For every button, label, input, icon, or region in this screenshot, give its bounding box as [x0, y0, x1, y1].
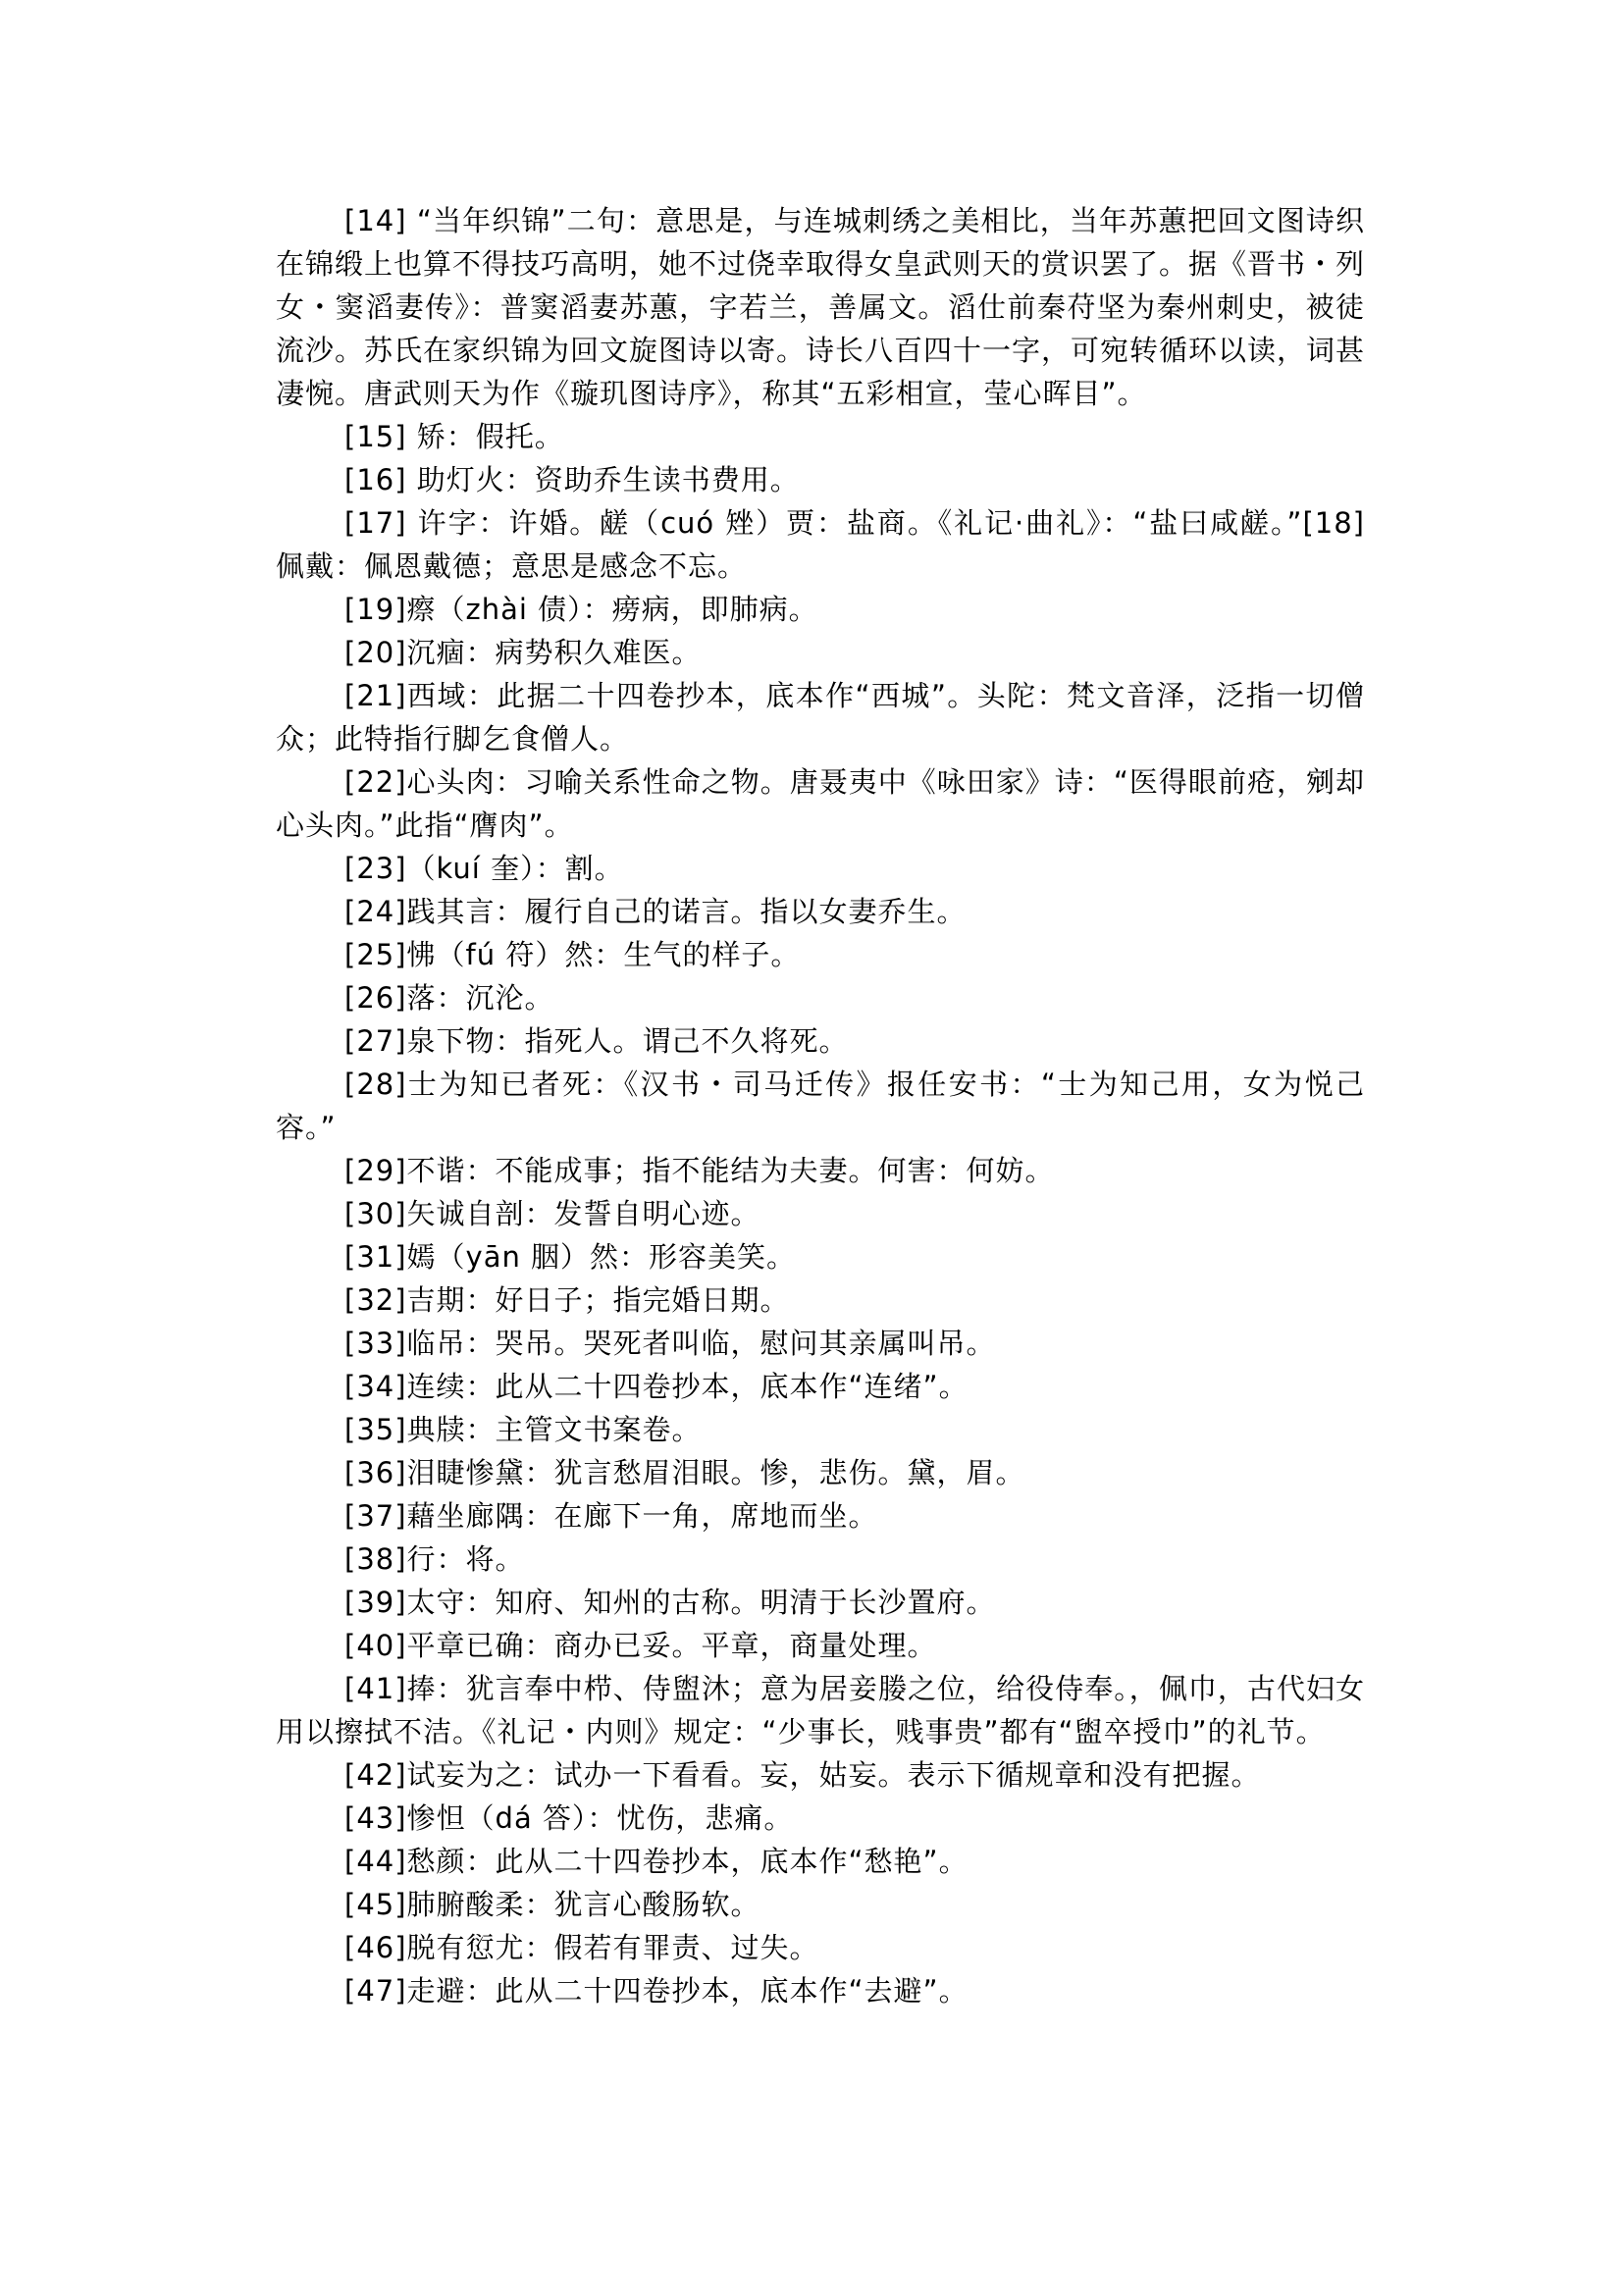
note-46: [46]脱有愆尤：假若有罪责、过失。 [344, 1931, 819, 1964]
note-38: [38]行：将。 [344, 1542, 525, 1576]
note-32: [32]吉期：好日子；指完婚日期。 [344, 1283, 790, 1317]
note-33: [33]临吊：哭吊。哭死者叫临，慰问其亲属叫吊。 [344, 1327, 996, 1360]
note-36: [36]泪睫惨黛：犹言愁眉泪眼。惨，悲伤。黛，眉。 [344, 1456, 1025, 1489]
note-24: [24]践其言：履行自己的诺言。指以女妻乔生。 [344, 895, 967, 928]
note-40: [40]平章已确：商办已妥。平章，商量处理。 [344, 1629, 937, 1662]
note-34: [34]连续：此从二十四卷抄本，底本作“连绪”。 [344, 1370, 969, 1403]
note-42: [42]试妄为之：试办一下看看。妄，姑妄。表示下循规章和没有把握。 [344, 1758, 1261, 1792]
note-37: [37]藉坐廊隅：在廊下一角，席地而坐。 [344, 1499, 878, 1533]
note-47: [47]走避：此从二十四卷抄本，底本作“去避”。 [344, 1974, 969, 2007]
note-23: [23]（kuí 奎）：割。 [344, 852, 624, 885]
note-28: [28]士为知已者死：《汉书・司马迁传》报任安书：“士为知己用，女为悦己容。” [276, 1068, 1365, 1144]
note-19: [19]瘵（zhài 债）：痨病，即肺病。 [344, 593, 818, 626]
note-26: [26]落：沉沦。 [344, 981, 554, 1015]
note-41: [41]捧：犹言奉中栉、侍盥沐；意为居妾媵之位，给役侍奉。，佩巾，古代妇女用以擦拭不洁。《礼记・内则》规定：“少事长，贱事贵”都有“盥卒授巾”的礼节。 [276, 1672, 1365, 1748]
note-35: [35]典牍：主管文书案卷。 [344, 1413, 702, 1446]
note-30: [30]矢诚自剖：发誓自明心迹。 [344, 1197, 760, 1230]
note-21: [21]西域：此据二十四卷抄本，底本作“西城”。头陀：梵文音泽，泛指一切僧众；此特指行脚乞食僧人。 [276, 679, 1365, 756]
note-14: [14] “当年织锦”二句：意思是，与连城刺绣之美相比，当年苏蕙把回文图诗织在锦缎上也算不得技巧高明，她不过侥幸取得女皇武则天的赏识罢了。据《晋书・列女・窦滔妻传》：普窦滔妻苏蕙，字若兰，善属文。滔仕前秦苻坚为秦州刺史，被徒流沙。苏氏在家织锦为回文旋图诗以寄。诗长八百四十一字，可宛转循环以读，词甚凄惋。唐武则天为作《璇玑图诗序》，称其“五彩相宣，莹心晖目”。 [276, 204, 1366, 410]
note-39: [39]太守：知府、知州的古称。明清于长沙置府。 [344, 1586, 996, 1619]
note-31: [31]嫣（yān 胭）然：形容美笑。 [344, 1240, 797, 1274]
note-15: [15] 矫：假托。 [344, 420, 564, 453]
note-25: [25]怫（fú 符）然：生气的样子。 [344, 938, 801, 971]
note-44: [44]愁颜：此从二十四卷抄本，底本作“愁艳”。 [344, 1845, 969, 1878]
note-22: [22]心头肉：习喻关系性命之物。唐聂夷中《咏田家》诗：“医得眼前疮，剜却心头肉。”此指“膺肉”。 [276, 765, 1365, 842]
note-16: [16] 助灯火：资助乔生读书费用。 [344, 463, 800, 496]
note-29: [29]不谐：不能成事；指不能结为夫妻。何害：何妨。 [344, 1154, 1055, 1187]
note-17-18: [17] 许字：许婚。鹾（cuó 矬）贾：盐商。《礼记·曲礼》：“盐曰咸鹾。”[18] 佩戴：佩恩戴德；意思是感念不忘。 [276, 506, 1365, 583]
note-27: [27]泉下物：指死人。谓己不久将死。 [344, 1024, 849, 1058]
note-45: [45]肺腑酸柔：犹言心酸肠软。 [344, 1888, 760, 1921]
note-43: [43]惨怛（dá 答）：忧伤，悲痛。 [344, 1801, 794, 1835]
annotation-notes [276, 199, 1365, 2012]
note-20: [20]沉痼：病势积久难医。 [344, 636, 702, 669]
